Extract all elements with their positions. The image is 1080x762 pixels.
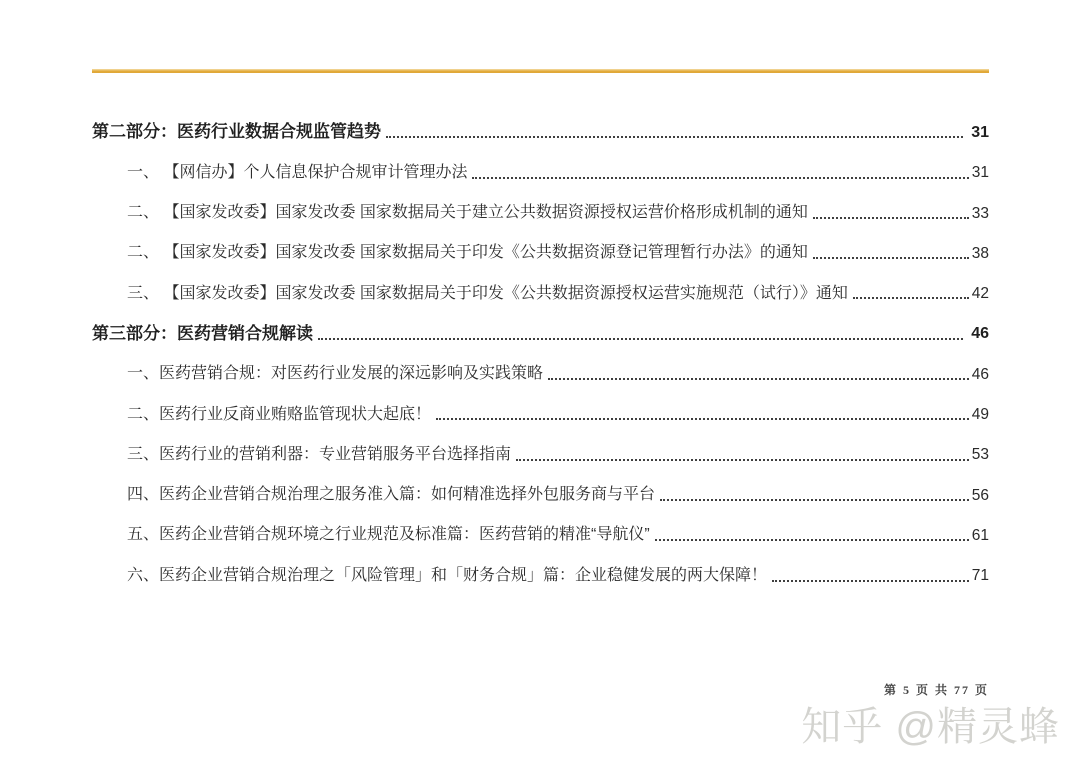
toc-page-number: 49 (971, 406, 989, 424)
top-divider (92, 69, 989, 73)
page-indicator: 第 5 页 共 77 页 (883, 683, 989, 697)
dot-leader (813, 257, 969, 259)
toc-item[interactable] (92, 552, 989, 592)
table-of-contents (92, 109, 989, 593)
toc-page-number: 61 (971, 527, 989, 544)
toc-page-number: 53 (971, 446, 989, 464)
toc-item[interactable] (92, 472, 989, 512)
toc-page-number: 31 (971, 123, 989, 141)
dot-leader (772, 580, 969, 582)
toc-item[interactable] (92, 190, 989, 230)
dot-leader (386, 136, 963, 138)
watermark: 知乎 @精灵蜂 (801, 705, 1060, 749)
toc-page-number: 42 (971, 285, 989, 303)
dot-leader (655, 539, 969, 541)
toc-entry-label: 二、 【国家发改委】国家发改委 国家数据局关于印发《公共数据资源登记管理暂行办法》的通知 (127, 244, 808, 262)
toc-entry-label: 第二部分：医药行业数据合规监管趋势 (92, 122, 381, 142)
toc-entry-label: 二、医药行业反商业贿赂监管现状大起底！ (127, 405, 432, 423)
toc-section-heading[interactable] (92, 109, 989, 149)
toc-entry-label: 四、医药企业营销合规治理之服务准入篇：如何精准选择外包服务商与平台 (127, 486, 656, 504)
toc-entry-label: 三、 【国家发改委】国家发改委 国家数据局关于印发《公共数据资源授权运营实施规范（试行）》通知 (127, 284, 848, 302)
dot-leader (516, 459, 969, 461)
dot-leader (436, 418, 969, 420)
toc-page-number: 38 (971, 244, 989, 262)
toc-item[interactable] (92, 512, 989, 552)
toc-page-number: 31 (971, 164, 989, 182)
dot-leader (318, 338, 963, 340)
toc-page-number: 56 (971, 486, 989, 504)
dot-leader (472, 177, 968, 179)
dot-leader (660, 499, 969, 501)
toc-page-number: 33 (971, 204, 989, 222)
toc-entry-label: 一、医药营销合规：对医药行业发展的深远影响及实践策略 (127, 365, 544, 383)
toc-entry-label: 二、 【国家发改委】国家发改委 国家数据局关于建立公共数据资源授权运营价格形成机制的通知 (127, 204, 808, 222)
toc-entry-label: 第三部分：医药营销合规解读 (92, 323, 313, 343)
toc-entry-label: 一、 【网信办】个人信息保护合规审计管理办法 (127, 163, 468, 181)
toc-item[interactable] (92, 230, 989, 270)
toc-item[interactable] (92, 431, 989, 471)
dot-leader (548, 378, 969, 380)
toc-entry-label: 五、医药企业营销合规环境之行业规范及标准篇：医药营销的精准“导航仪” (127, 526, 650, 544)
dot-leader (813, 217, 969, 219)
toc-section-heading[interactable] (92, 310, 989, 350)
toc-item[interactable] (92, 351, 989, 391)
toc-item[interactable] (92, 270, 989, 310)
toc-entry-label: 三、医药行业的营销利器：专业营销服务平台选择指南 (127, 445, 512, 463)
toc-page-number: 71 (971, 567, 989, 585)
toc-page-number: 46 (971, 365, 989, 383)
toc-item[interactable] (92, 391, 989, 431)
toc-entry-label: 六、医药企业营销合规治理之「风险管理」和「财务合规」篇：企业稳健发展的两大保障！ (127, 566, 768, 584)
dot-leader (853, 297, 969, 299)
toc-item[interactable] (92, 149, 989, 189)
toc-page-number: 46 (971, 324, 989, 342)
